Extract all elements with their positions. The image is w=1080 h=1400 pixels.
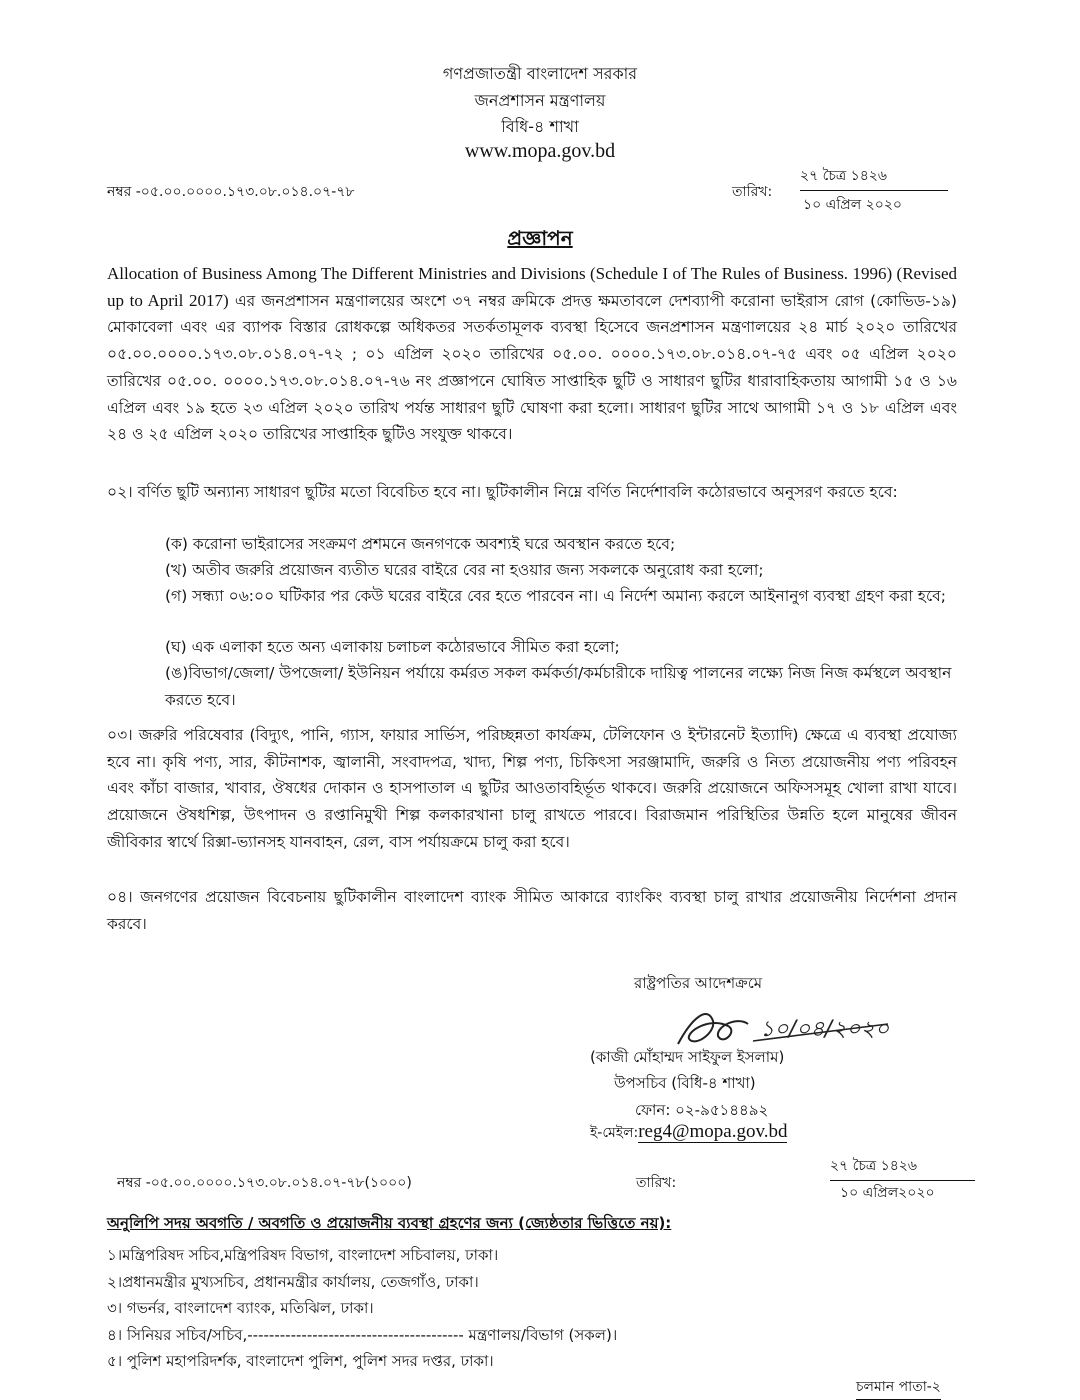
memo-number: নম্বর -০৫.০০.০০০০.১৭৩.০৮.০১৪.০৭-৭৮ (107, 184, 355, 200)
list-item-uma: (ঙ)বিভাগ/জেলা/ উপজেলা/ ইউনিয়ন পর্যায়ে কর্মরত সকল কর্মকর্তা/কর্মচারীকে দায়িত্ব পালনের লক্ষ্যে নিজ নিজ কর্মস্থলে অবস্থান করতে হবে। (165, 664, 952, 709)
paragraph-3: ০৩। জরুরি পরিষেবার (বিদ্যুৎ, পানি, গ্যাস, ফায়ার সার্ভিস, পরিচ্ছন্নতা কার্যক্রম, টেলিফোন ও ইন্টারনেট ইত্যাদি) ক্ষেত্রে এ ব্যবস্থা প্রযোজ্য হবে না। কৃষি পণ্য, সার, কীটনাশক, জ্বালানী, সংবাদপত্র, খাদ্য, শিল্প পণ্য, চিকিৎসা সরঞ্জামাদি, জরুরি ও নিত্য প্রয়োজনীয় পণ্য পরিবহন এবং কাঁচা বাজার, খাবার, ঔষধের দোকান ও হাসপাতাল এ ছুটির আওতাবহির্ভূত থাকবে। জরুরি প্রয়োজনে অফিসসমূহ খোলা রাখা যাবে। প্রয়োজনে ঔষধশিল্প, উৎপাদন ও রপ্তানিমুখী শিল্প কলকারখানা চালু রাখতে পারবে। বিরাজমান পরিস্থিতির উন্নতি হলে মানুষের জীবন জীবিকার স্বার্থে রিক্সা-ভ্যানসহ যানবাহন, রেল, বাস পর্যায়ক্রমে চালু করা হবে। (107, 726, 957, 851)
branch-name: বিধি-৪ শাখা (501, 117, 579, 136)
president-order: রাষ্ট্রপতির আদেশক্রমে (634, 974, 763, 992)
paragraph-1-bangla: এর জনপ্রশাসন মন্ত্রণালয়ের অংশে ৩৭ নম্বর ক্রমিকে প্রদত্ত ক্ষমতাবলে দেশব্যাপী করোনা ভাইরাস রোগ (কোভিড-১৯) মোকাবেলা এবং এর ব্যাপক বিস্তার রোধকল্পে অধিকতর সতর্কতামূলক ব্যবস্থা হিসেবে জনপ্রশাসন মন্ত্রণালয়ের ২৪ মার্চ ২০২০ তারিখের ০৫.০০.০০০০.১৭৩.০৮.০১৪.০৭-৭২ ; ০১ এপ্রিল ২০২০ তারিখের ০৫.০০. ০০০০.১৭৩.০৮.০১৪.০৭-৭৫ এবং ০৫ এপ্রিল ২০২০ তারিখের ০৫.০০. ০০০০.১৭৩.০৮.০১৪.০৭-৭৬ নং প্রজ্ঞাপনে ঘোষিত সাপ্তাহিক ছুটি ও সাধারণ ছুটির ধারাবাহিকতায় আগামী ১৫ ও ১৬ এপ্রিল এবং ১৯ হতে ২৩ এপ্রিল ২০২০ তারিখ পর্যন্ত সাধারণ ছুটি ঘোষণা করা হলো। সাধারণ ছুটির সাথে আগামী ১৭ ও ১৮ এপ্রিল এবং ২৪ ও ২৫ এপ্রিল ২০২০ তারিখের সাপ্তাহিক ছুটিও সংযুক্ত থাকবে। (107, 291, 957, 444)
continuation-note: চলমান পাতা-২ (856, 1375, 941, 1400)
list-item: ১।মন্ত্রিপরিষদ সচিব,মন্ত্রিপরিষদ বিভাগ, বাংলাদেশ সচিবালয়, ঢাকা। (107, 1246, 499, 1264)
date-bangla: ২৭ চৈত্র ১৪২৬ (800, 164, 948, 191)
date-english-copy: ১০ এপ্রিল২০২০ (840, 1185, 935, 1201)
memo-number-copy: নম্বর -০৫.০০.০০০০.১৭৩.০৮.০১৪.০৭-৭৮(১০০০) (117, 1175, 412, 1191)
ministry-name: জনপ্রশাসন মন্ত্রণালয় (474, 91, 606, 110)
paragraph-1-english: Allocation of Business Among The Different Ministries and Divisions (Schedule I of The Rules of Business. 1996) (Revised up to April 2017) (107, 264, 957, 310)
paragraph-2: ০২। বর্ণিত ছুটি অন্যান্য সাধারণ ছুটির মতো বিবেচিত হবে না। ছুটিকালীন নিম্নে বর্ণিত নির্দেশাবলি কঠোরভাবে অনুসরণ করতে হবে: (107, 483, 898, 501)
cc-list (107, 1242, 617, 1375)
email-link[interactable]: reg4@mopa.gov.bd (638, 1121, 788, 1142)
list-item: ৪। সিনিয়র সচিব/সচিব,---------------------------------------- মন্ত্রণালয়/বিভাগ (সকল)। (107, 1325, 618, 1344)
date-label: তারিখ: (732, 184, 773, 200)
government-name: গণপ্রজাতন্ত্রী বাংলাদেশ সরকার (442, 64, 638, 83)
handwritten-date: ১০/০৪/২০২০ (760, 1017, 890, 1042)
date-label-copy: তারিখ: (636, 1175, 677, 1191)
cc-heading: অনুলিপি সদয় অবগতি / অবগতি ও প্রয়োজনীয় ব্যবস্থা গ্রহণের জন্য (জ্যেষ্ঠতার ভিত্তিতে নয়): (107, 1214, 672, 1232)
list-item-ka: (ক) করোনা ভাইরাসের সংক্রমণ প্রশমনে জনগণকে অবশ্যই ঘরে অবস্থান করতে হবে; (165, 535, 676, 553)
paragraph-1 (107, 261, 957, 448)
list-item: ৫। পুলিশ মহাপরিদর্শক, বাংলাদেশ পুলিশ, পুলিশ সদর দপ্তর, ঢাকা। (107, 1352, 494, 1370)
signatory-designation: উপসচিব (বিধি-৪ শাখা) (614, 1074, 756, 1092)
email-label: ই-মেইল: (590, 1125, 639, 1141)
signatory-email-row (590, 1121, 787, 1145)
signatory-phone: ফোন: ০২-৯৫১৪৪৯২ (635, 1101, 769, 1119)
page-title: প্রজ্ঞাপন (507, 226, 573, 250)
list-item-kha: (খ) অতীব জরুরি প্রয়োজন ব্যতীত ঘরের বাইরে বের না হওয়ার জন্য সকলকে অনুরোধ করা হলো; (165, 561, 764, 579)
list-item: ২।প্রধানমন্ত্রীর মুখ্যসচিব, প্রধানমন্ত্রীর কার্যালয়, তেজগাঁও, ঢাকা। (107, 1272, 479, 1291)
website-link[interactable]: www.mopa.gov.bd (464, 140, 616, 162)
list-item: ৩। গভর্নর, বাংলাদেশ ব্যাংক, মতিঝিল, ঢাকা। (107, 1299, 374, 1317)
paragraph-4: ০৪। জনগণের প্রয়োজন বিবেচনায় ছুটিকালীন বাংলাদেশ ব্যাংক সীমিত আকারে ব্যাংকিং ব্যবস্থা চালু রাখার প্রয়োজনীয় নির্দেশনা প্রদান করবে। (107, 888, 957, 933)
date-bangla-copy: ২৭ চৈত্র ১৪২৬ (830, 1154, 975, 1181)
list-item-gha: (ঘ) এক এলাকা হতে অন্য এলাকায় চলাচল কঠোরভাবে সীমিত করা হলো; (165, 638, 620, 656)
list-item-ga: (গ) সন্ধ্যা ০৬:০০ ঘটিকার পর কেউ ঘরের বাইরে বের হতে পারবেন না। এ নির্দেশ অমান্য করলে আইনানুগ ব্যবস্থা গ্রহণ করা হবে; (165, 587, 947, 605)
date-english: ১০ এপ্রিল ২০২০ (803, 197, 903, 213)
signatory-name: (কাজী মোঁহাম্মদ সাইফুল ইসলাম) (590, 1048, 785, 1066)
